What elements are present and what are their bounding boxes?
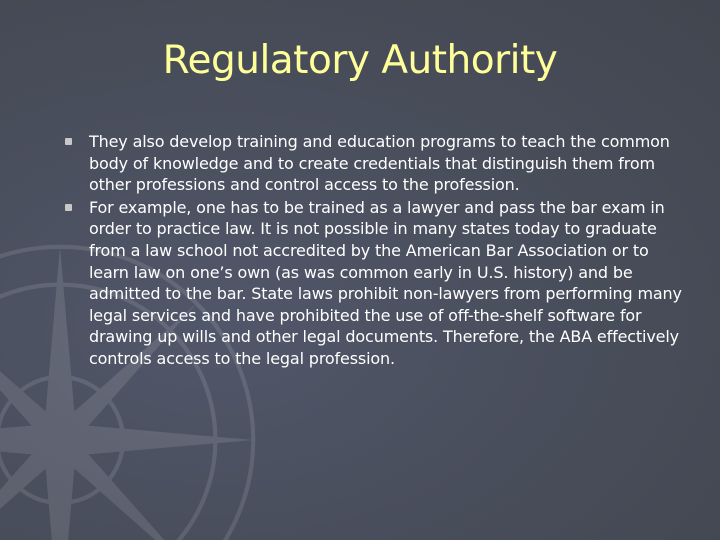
slide-title: Regulatory Authority	[162, 38, 558, 83]
square-bullet-icon	[65, 138, 72, 145]
bullet-text: They also develop training and education programs to teach the common body of knowledge and to create credentials that distinguish them from other professions and control access to the profession.	[89, 132, 670, 195]
square-bullet-icon	[65, 204, 72, 211]
bullet-item	[64, 197, 692, 370]
bullet-item	[64, 131, 692, 196]
bullet-list	[64, 131, 692, 371]
bullet-text: For example, one has to be trained as a lawyer and pass the bar exam in order to practice law. It is not possible in many states today to graduate from a law school not accredited by the American Bar Association or to learn law on one’s own (as was common early in U.S. history) and be admitted to the bar. State laws prohibit non-lawyers from performing many legal services and have prohibited the use of off-the-shelf software for drawing up wills and other legal documents. Therefore, the ABA effectively controls access to the legal profession.	[89, 197, 682, 368]
